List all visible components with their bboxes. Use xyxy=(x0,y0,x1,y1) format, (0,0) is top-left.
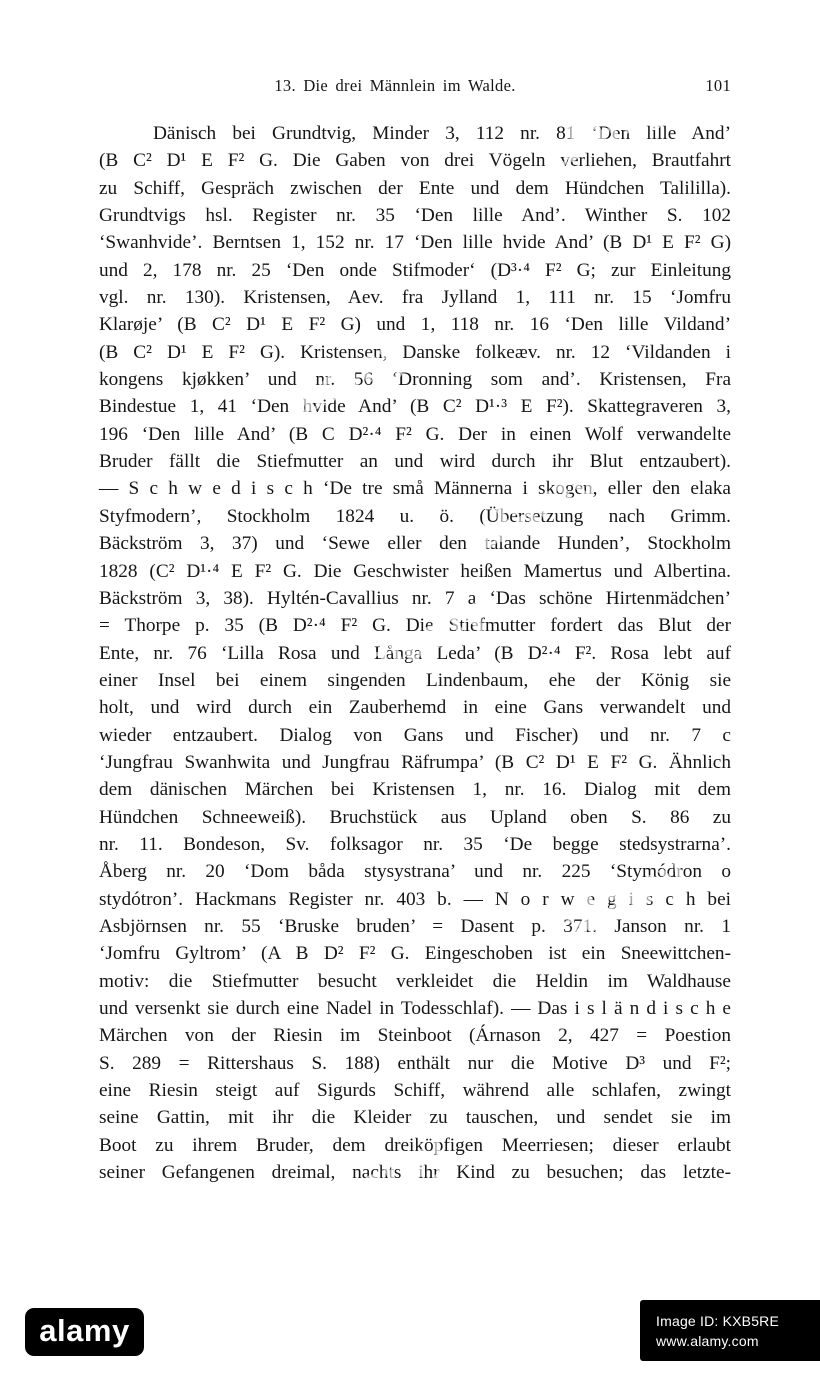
text-line: kongens kjøkken’ und nr. 56 ‘Dronning som and’. Kristensen, Fra xyxy=(99,369,731,391)
alamy-logo-text: alamy xyxy=(39,1312,130,1348)
ghost-watermark: alamy xyxy=(555,844,696,950)
text-line: seiner Gefangenen dreimal, nachts ihr Kind zu besuchen; das letzte- xyxy=(99,1162,731,1184)
text-line: seine Gattin, mit ihr die Kleider zu tauschen, und sendet sie im xyxy=(99,1107,731,1129)
text-line: ‘Swanhvide’. Berntsen 1, 152 nr. 17 ‘Den lille hvide And’ (B D¹ E F² G) xyxy=(99,232,731,254)
ghost-watermark: alamy xyxy=(535,74,676,180)
text-line: Märchen von der Riesin im Steinboot (Árnason 2, 427 = Poestion xyxy=(99,1025,731,1047)
text-line: dem dänischen Märchen bei Kristensen 1, nr. 16. Dialog mit dem xyxy=(99,779,731,801)
text-line: (B C² D¹ E F² G). Kristensen, Danske folkeæv. nr. 12 ‘Vildanden i xyxy=(99,341,731,363)
text-line: ‘Jungfrau Swanhwita und Jungfrau Räfrumpa’ (B C² D¹ E F² G. Ähnlich xyxy=(99,751,731,773)
text-line: Klarøje’ (B C² D¹ E F² G) und 1, 118 nr. 16 ‘Den lille Vildand’ xyxy=(99,314,731,336)
text-line: Bindestue 1, 41 ‘Den hvide And’ (B C² D¹·³ E F²). Skattegraveren 3, xyxy=(99,396,731,418)
body-text xyxy=(99,120,731,1186)
text-line: eine Riesin steigt auf Sigurds Schiff, während alle schlafen, zwingt xyxy=(99,1080,731,1102)
text-line: Hündchen Schneeweiß). Bruchstück aus Upland oben S. 86 zu xyxy=(99,806,731,828)
text-line: stydótron’. Hackmans Register nr. 403 b. — N o r w e g i s c h bei xyxy=(99,888,731,910)
text-line: zu Schiff, Gespräch zwischen der Ente und dem Hündchen Talililla). xyxy=(99,177,731,199)
text-line: Boot zu ihrem Bruder, dem dreiköpfigen Meerriesen; dieser erlaubt xyxy=(99,1134,731,1156)
text-line: Bäckström 3, 37) und ‘Sewe eller den talande Hunden’, Stockholm xyxy=(99,533,731,555)
text-line: S. 289 = Rittershaus S. 188) enthält nur die Motive D³ und F²; xyxy=(99,1052,731,1074)
text-line: holt, und wird durch ein Zauberhemd in eine Gans verwandelt und xyxy=(99,697,731,719)
text-line: Grundtvigs hsl. Register nr. 35 ‘Den lille And’. Winther S. 102 xyxy=(99,205,731,227)
alamy-logo xyxy=(25,1308,144,1356)
page-number: 101 xyxy=(705,76,731,95)
text-line: Asbjörnsen nr. 55 ‘Bruske bruden’ = Dasent p. 371. Janson nr. 1 xyxy=(99,915,731,937)
ghost-watermark: alamy xyxy=(465,454,606,560)
text-line: Styfmodern’, Stockholm 1824 u. ö. (Übersetzung nach Grimm. xyxy=(99,505,731,527)
text-line: ‘Jomfru Gyltrom’ (A B D² F² G. Eingeschoben ist ein Sneewittchen- xyxy=(99,943,731,965)
text-line: 196 ‘Den lille And’ (B C D²·⁴ F² G. Der in einen Wolf verwandelte xyxy=(99,423,731,445)
text-line: wieder entzaubert. Dialog von Gans und Fischer) und nr. 7 c xyxy=(99,724,731,746)
text-line: = Thorpe p. 35 (B D²·⁴ F² G. Die Stiefmutter fordert das Blut der xyxy=(99,615,731,637)
chapter-heading: 13. Die drei Männlein im Walde. xyxy=(274,76,516,95)
text-line: motiv: die Stiefmutter besucht verkleidet die Heldin im Waldhause xyxy=(99,970,731,992)
text-line: Ente, nr. 76 ‘Lilla Rosa und Långa Leda’ (B D²·⁴ F². Rosa lebt auf xyxy=(99,642,731,664)
text-line: Dänisch bei Grundtvig, Minder 3, 112 nr. 81 ‘Den lille And’ xyxy=(153,123,731,144)
ghost-watermark: alamy xyxy=(355,584,496,690)
text-line: (B C² D¹ E F² G. Die Gaben von drei Vögeln verliehen, Brautfahrt xyxy=(99,150,731,172)
page-header xyxy=(99,76,731,100)
text-line: 1828 (C² D¹·⁴ E F² G. Die Geschwister heißen Mamertus und Albertina. xyxy=(99,560,731,582)
ghost-watermark: alamy xyxy=(315,1124,456,1230)
text-line: — S c h w e d i s c h ‘De tre små Männerna i skogen, eller den elaka xyxy=(99,478,731,500)
alamy-info-box xyxy=(640,1300,820,1361)
ghost-watermark: alamy xyxy=(275,324,416,430)
image-id-label: Image ID: KXB5RE xyxy=(656,1313,780,1329)
text-line: einer Insel bei einem singenden Lindenbaum, ehe der König sie xyxy=(99,669,731,691)
text-line: und 2, 178 nr. 25 ‘Den onde Stifmoder‘ (D³·⁴ F² G; zur Einleitung xyxy=(99,259,731,281)
text-line: und versenkt sie durch eine Nadel in Todesschlaf). — Das i s l ä n d i s c h e xyxy=(99,998,731,1019)
text-line: Åberg nr. 20 ‘Dom båda stysystrana’ und nr. 225 ‘Stymódron o xyxy=(99,861,731,883)
text-line: Bruder fällt die Stiefmutter an und wird durch ihr Blut entzaubert). xyxy=(99,451,731,473)
alamy-url: www.alamy.com xyxy=(656,1333,759,1349)
text-line: Bäckström 3, 38). Hyltén-Cavallius nr. 7 a ‘Das schöne Hirtenmädchen’ xyxy=(99,587,731,609)
text-line: vgl. nr. 130). Kristensen, Aev. fra Jylland 1, 111 nr. 15 ‘Jomfru xyxy=(99,287,731,309)
text-line: nr. 11. Bondeson, Sv. folksagor nr. 35 ‘De begge stedsystrarna’. xyxy=(99,833,731,855)
